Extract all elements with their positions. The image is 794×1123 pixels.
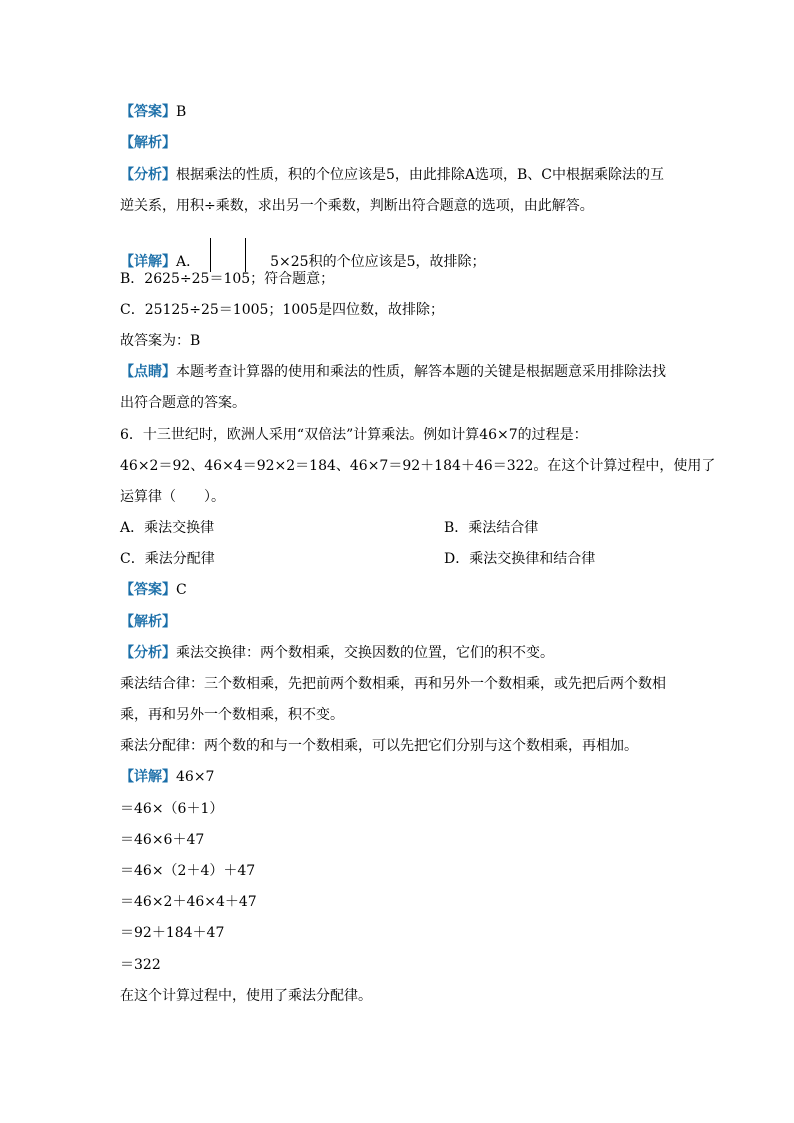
option-a: A．乘法交换律	[120, 520, 215, 536]
stem-text: 46×2＝92、46×4＝92×2＝184、46×7＝92＋184＋46＝322。在这个计算过程中，使用了	[120, 458, 716, 474]
q5-analysis-heading	[120, 133, 714, 153]
q6-step-5: ＝92＋184＋47	[120, 925, 225, 941]
q6-conclusion: 在这个计算过程中，使用了乘法分配律。	[120, 988, 372, 1004]
q6-detail-first	[120, 767, 714, 787]
detail-tag: 【详解】	[120, 254, 176, 270]
q6-step-4: ＝46×2＋46×4＋47	[120, 894, 257, 910]
fenxi-text: 根据乘法的性质，积的个位应该是5，由此排除A选项，B、C中根据乘除法的互	[176, 167, 665, 183]
dianjing-text: 出符合题意的答案。	[120, 395, 246, 411]
q6-step-1: ＝46×（6＋1）	[120, 801, 224, 817]
law-text: 乘法分配律：两个数的和与一个数相乘，可以先把它们分别与这个数相乘，再相加。	[120, 738, 638, 754]
fenxi-text: 乘法交换律：两个数相乘，交换因数的位置，它们的积不变。	[176, 645, 554, 661]
detail-a-text: 5×25积的个位应该是5，故排除；	[270, 254, 486, 270]
answer-value: C	[176, 582, 187, 598]
q5-detail-b	[120, 269, 714, 289]
fenxi-tag: 【分析】	[120, 167, 176, 183]
option-c: C．乘法分配律	[120, 551, 215, 567]
law-text: 乘，再和另外一个数相乘，积不变。	[120, 707, 344, 723]
q6-stem-line1	[120, 425, 714, 445]
detail-tag: 【详解】	[120, 769, 176, 785]
q6-step-3: ＝46×（2＋4）＋47	[120, 863, 256, 879]
detail-a-prefix: A．	[176, 254, 201, 270]
q5-detail-c	[120, 300, 714, 320]
q6-analysis-heading	[120, 612, 714, 632]
answer-value: B	[176, 104, 187, 120]
law-text: 乘法结合律：三个数相乘，先把前两个数相乘，再和另外一个数相乘，或先把后两个数相	[120, 676, 666, 692]
q6-law2-line1	[120, 674, 714, 694]
q5-dianjing-line2	[120, 393, 714, 413]
q6-fenxi-line1	[120, 643, 714, 663]
conclusion-text: 故答案为：B	[120, 333, 201, 349]
option-b: B．乘法结合律	[444, 520, 539, 536]
calculator-blank-box	[210, 238, 246, 272]
analysis-tag: 【解析】	[120, 135, 176, 151]
stem-text: 运算律（ ）。	[120, 489, 225, 505]
q5-dianjing-line1	[120, 362, 714, 382]
fenxi-tag: 【分析】	[120, 645, 176, 661]
q6-answer-line	[120, 580, 714, 600]
q5-answer-line	[120, 102, 714, 122]
detail-c-text: C．25125÷25＝1005；1005是四位数，故排除；	[120, 302, 445, 318]
q6-law2-line2	[120, 705, 714, 725]
dianjing-tag: 【点睛】	[120, 364, 176, 380]
q6-step-6: ＝322	[120, 957, 161, 973]
q6-stem-line2	[120, 456, 714, 476]
answer-tag: 【答案】	[120, 582, 176, 598]
dianjing-text: 本题考查计算器的使用和乘法的性质，解答本题的关键是根据题意采用排除法找	[176, 364, 666, 380]
q5-conclusion	[120, 331, 714, 351]
q6-law3	[120, 736, 714, 756]
detail-b-text: B．2625÷25＝105；符合题意；	[120, 271, 335, 287]
analysis-tag: 【解析】	[120, 614, 176, 630]
stem-text: 6．十三世纪时，欧洲人采用“双倍法”计算乘法。例如计算46×7的过程是：	[120, 427, 588, 443]
fenxi-text: 逆关系，用积÷乘数，求出另一个乘数，判断出符合题意的选项，由此解答。	[120, 198, 594, 214]
q6-step-2: ＝46×6＋47	[120, 832, 205, 848]
q5-fenxi-line1	[120, 165, 714, 185]
q6-stem-line3	[120, 487, 714, 507]
option-d: D．乘法交换律和结合律	[444, 551, 596, 567]
q5-fenxi-line2	[120, 196, 714, 216]
detail-expression: 46×7	[176, 769, 215, 785]
answer-tag: 【答案】	[120, 104, 176, 120]
q5-detail-a	[120, 238, 714, 272]
